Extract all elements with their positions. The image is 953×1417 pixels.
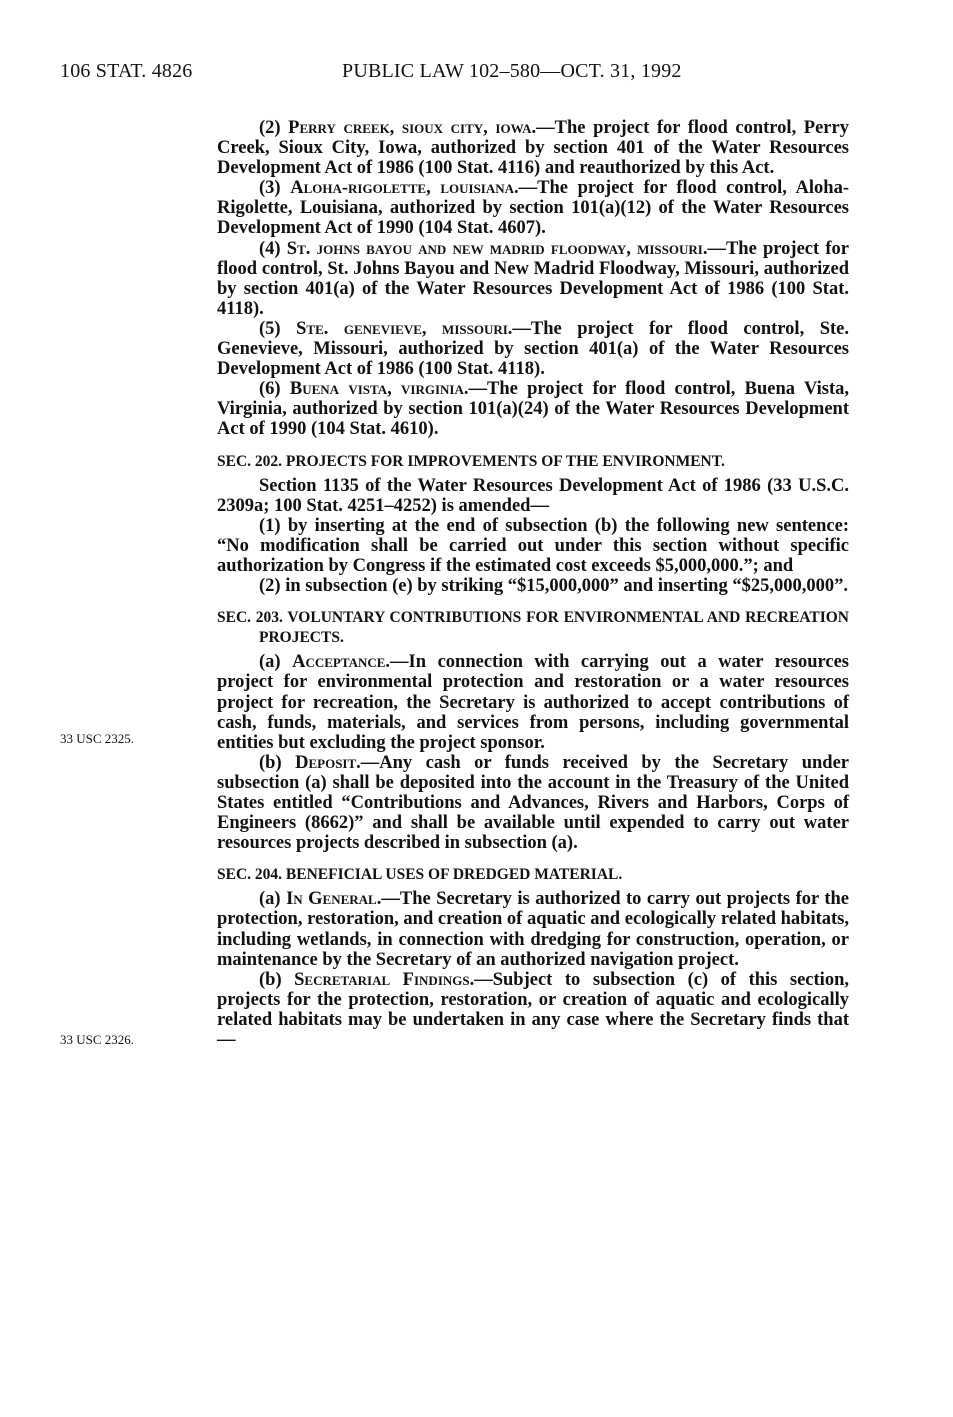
sec-204-b-text: —Subject to subsection (c) of this section, projects for the protection, restoration, or creation of aquatic and ecologically related habitats may be undertaken in any case where the Secretary finds that—	[217, 969, 849, 1051]
sec-203-b-text: —Any cash or funds received by the Secretary under subsection (a) shall be deposited into the account in the Treasury of the United States entitled “Contributions and Advances, Rivers and Harbors, Corps of Engineers (8662)” and shall be available until expended to carry out water resources projects described in subsection (a).	[217, 752, 849, 854]
header-stat-citation: 106 STAT. 4826	[60, 60, 193, 82]
sec-202-para-2: (2) in subsection (e) by striking “$15,000,000” and inserting “$25,000,000”.	[259, 576, 848, 597]
sec-203-title: SEC. 203. VOLUNTARY CONTRIBUTIONS FOR ENVIRONMENTAL AND RECREATION PROJECTS.	[217, 609, 849, 647]
header-law-title: PUBLIC LAW 102–580—OCT. 31, 1992	[342, 60, 682, 82]
item-2-lead: (2)	[259, 118, 289, 138]
item-2-text: —The project for flood control, Perry Creek, Sioux City, Iowa, authorized by section 401 of the Water Resources Development Act of 1986 (100 Stat. 4116) and reauthorized by this Act.	[217, 118, 849, 179]
sec-202-para-1: (1) by inserting at the end of subsection (b) the following new sentence: “No modification shall be carried out under this section without specific authorization by Congress if the estimated cost exceeds $5,000,000.”; and	[217, 515, 849, 576]
sec-204-subsection-a	[217, 889, 849, 969]
sec-204-subsection-b	[217, 970, 849, 1050]
sec-203-a-caption: Acceptance.	[292, 652, 391, 673]
sec-203-subsection-b	[217, 753, 849, 853]
item-4-lead: (4)	[259, 238, 287, 259]
item-5-text: —The project for flood control, Ste. Genevieve, Missouri, authorized by section 401(a) of the Water Resources Development Act of 1986 (100 Stat. 4118).	[217, 318, 850, 380]
item-6	[217, 379, 849, 439]
sec-203-a-text: —In connection with carrying out a water resources project for environmental protection and restoration or a water resources project for recreation, the Secretary is authorized to accept contributions of cash, funds, materials, and services from persons, including governmental entities but excluding the project sponsor.	[217, 652, 850, 753]
sec-204-a-lead: (a)	[259, 889, 287, 910]
item-5-lead: (5)	[259, 318, 297, 339]
sec-204-title: SEC. 204. BENEFICIAL USES OF DREDGED MATERIAL.	[217, 866, 623, 884]
item-3-caption: Aloha-rigolette, louisiana.	[290, 178, 519, 199]
item-6-caption: Buena vista, virginia.	[289, 379, 469, 400]
item-4-caption: St. johns bayou and new madrid floodway, missouri.	[286, 238, 708, 259]
sec-204-b-lead: (b)	[259, 969, 295, 990]
sec-202-intro: Section 1135 of the Water Resources Development Act of 1986 (33 U.S.C. 2309a; 100 Stat. 4251–4252) is amended—	[217, 475, 849, 516]
item-6-text: —The project for flood control, Buena Vista, Virginia, authorized by section 101(a)(24) of the Water Resources Development Act of 1990 (104 Stat. 4610).	[217, 379, 849, 440]
margin-note-sec-204: 33 USC 2326.	[60, 1032, 135, 1047]
sec-202-title: SEC. 202. PROJECTS FOR IMPROVEMENTS OF THE ENVIRONMENT.	[217, 452, 725, 470]
item-2	[217, 118, 849, 178]
item-5	[217, 319, 849, 379]
sec-204-b-caption: Secretarial Findings.	[294, 969, 475, 990]
item-3-lead: (3)	[259, 178, 291, 199]
item-5-caption: Ste. genevieve, missouri.	[296, 318, 513, 339]
item-3-text: —The project for flood control, Aloha-Rigolette, Louisiana, authorized by section 101(a)(12) of the Water Resources Development Act of 1990 (104 Stat. 4607).	[217, 178, 850, 239]
margin-note-sec-203: 33 USC 2325.	[60, 731, 135, 746]
sec-203-a-lead: (a)	[259, 652, 293, 673]
sec-204-a-text: —The Secretary is authorized to carry out projects for the protection, restoration, and creation of aquatic and ecologically related habitats, including wetlands, in connection with dredging for construction, operation, or maintenance by the Secretary of an authorized navigation project.	[217, 889, 850, 970]
document-body	[217, 118, 849, 1050]
item-3	[217, 178, 849, 238]
sec-203-subsection-a	[217, 652, 849, 752]
sec-203-b-caption: Deposit.	[295, 752, 361, 773]
item-6-lead: (6)	[259, 379, 290, 400]
sec-204-a-caption: In General.	[286, 889, 382, 910]
item-4	[217, 239, 849, 319]
item-2-caption: Perry creek, sioux city, iowa.	[288, 118, 537, 138]
item-4-text: —The project for flood control, St. Johns Bayou and New Madrid Floodway, Missouri, authorized by section 401(a) of the Water Resources Development Act of 1986 (100 Stat. 4118).	[217, 238, 850, 319]
sec-203-b-lead: (b)	[259, 752, 296, 773]
